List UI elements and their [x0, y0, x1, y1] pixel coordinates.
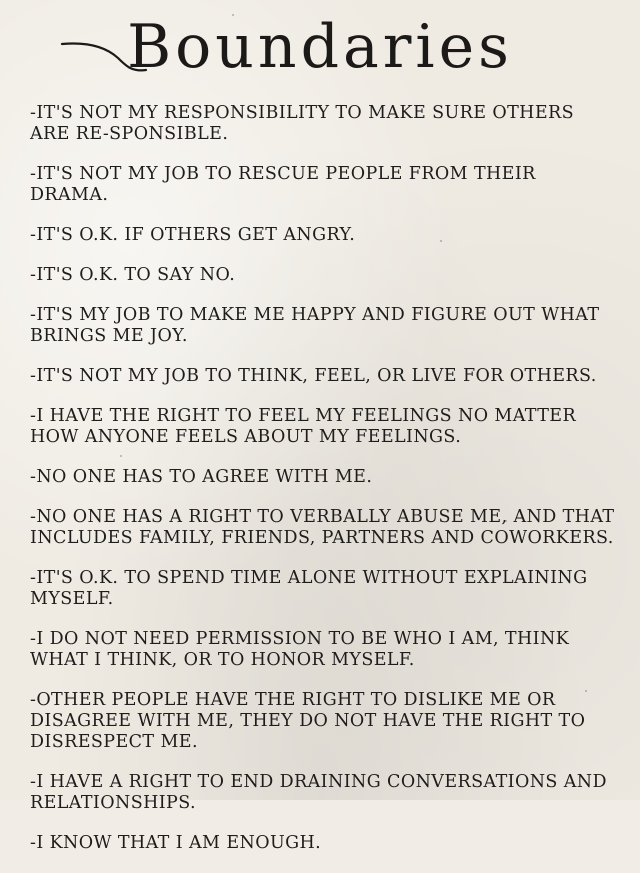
- list-item: -I HAVE A RIGHT TO END DRAINING CONVERSATIONS AND RELATIONSHIPS.: [30, 772, 607, 813]
- list-item: -I KNOW THAT I AM ENOUGH.: [30, 833, 322, 853]
- list-item: -NO ONE HAS TO AGREE WITH ME.: [30, 467, 373, 487]
- list-item: -NO ONE HAS A RIGHT TO VERBALLY ABUSE ME, AND THAT INCLUDES FAMILY, FRIENDS, PARTNERS AND COWORKERS.: [30, 507, 615, 548]
- list-item: -IT'S O.K. TO SAY NO.: [30, 265, 236, 285]
- list-item: -IT'S O.K. TO SPEND TIME ALONE WITHOUT EXPLAINING MYSELF.: [30, 568, 588, 609]
- list-item: -IT'S NOT MY JOB TO THINK, FEEL, OR LIVE FOR OTHERS.: [30, 366, 597, 386]
- list-item: -IT'S MY JOB TO MAKE ME HAPPY AND FIGURE OUT WHAT BRINGS ME JOY.: [30, 305, 600, 346]
- list-item: -OTHER PEOPLE HAVE THE RIGHT TO DISLIKE ME OR DISAGREE WITH ME, THEY DO NOT HAVE THE RIGHT TO DISRESPECT ME.: [30, 690, 586, 752]
- list-item: -I HAVE THE RIGHT TO FEEL MY FEELINGS NO MATTER HOW ANYONE FEELS ABOUT MY FEELINGS.: [30, 406, 577, 447]
- page-title: Boundaries: [127, 12, 513, 82]
- list-item: -IT'S NOT MY JOB TO RESCUE PEOPLE FROM THEIR DRAMA.: [30, 164, 536, 205]
- boundaries-list: [30, 103, 615, 873]
- list-item: -IT'S O.K. IF OTHERS GET ANGRY.: [30, 225, 356, 245]
- list-item: -I DO NOT NEED PERMISSION TO BE WHO I AM, THINK WHAT I THINK, OR TO HONOR MYSELF.: [30, 629, 570, 670]
- list-item: -IT'S NOT MY RESPONSIBILITY TO MAKE SURE OTHERS ARE RE-SPONSIBLE.: [30, 103, 574, 144]
